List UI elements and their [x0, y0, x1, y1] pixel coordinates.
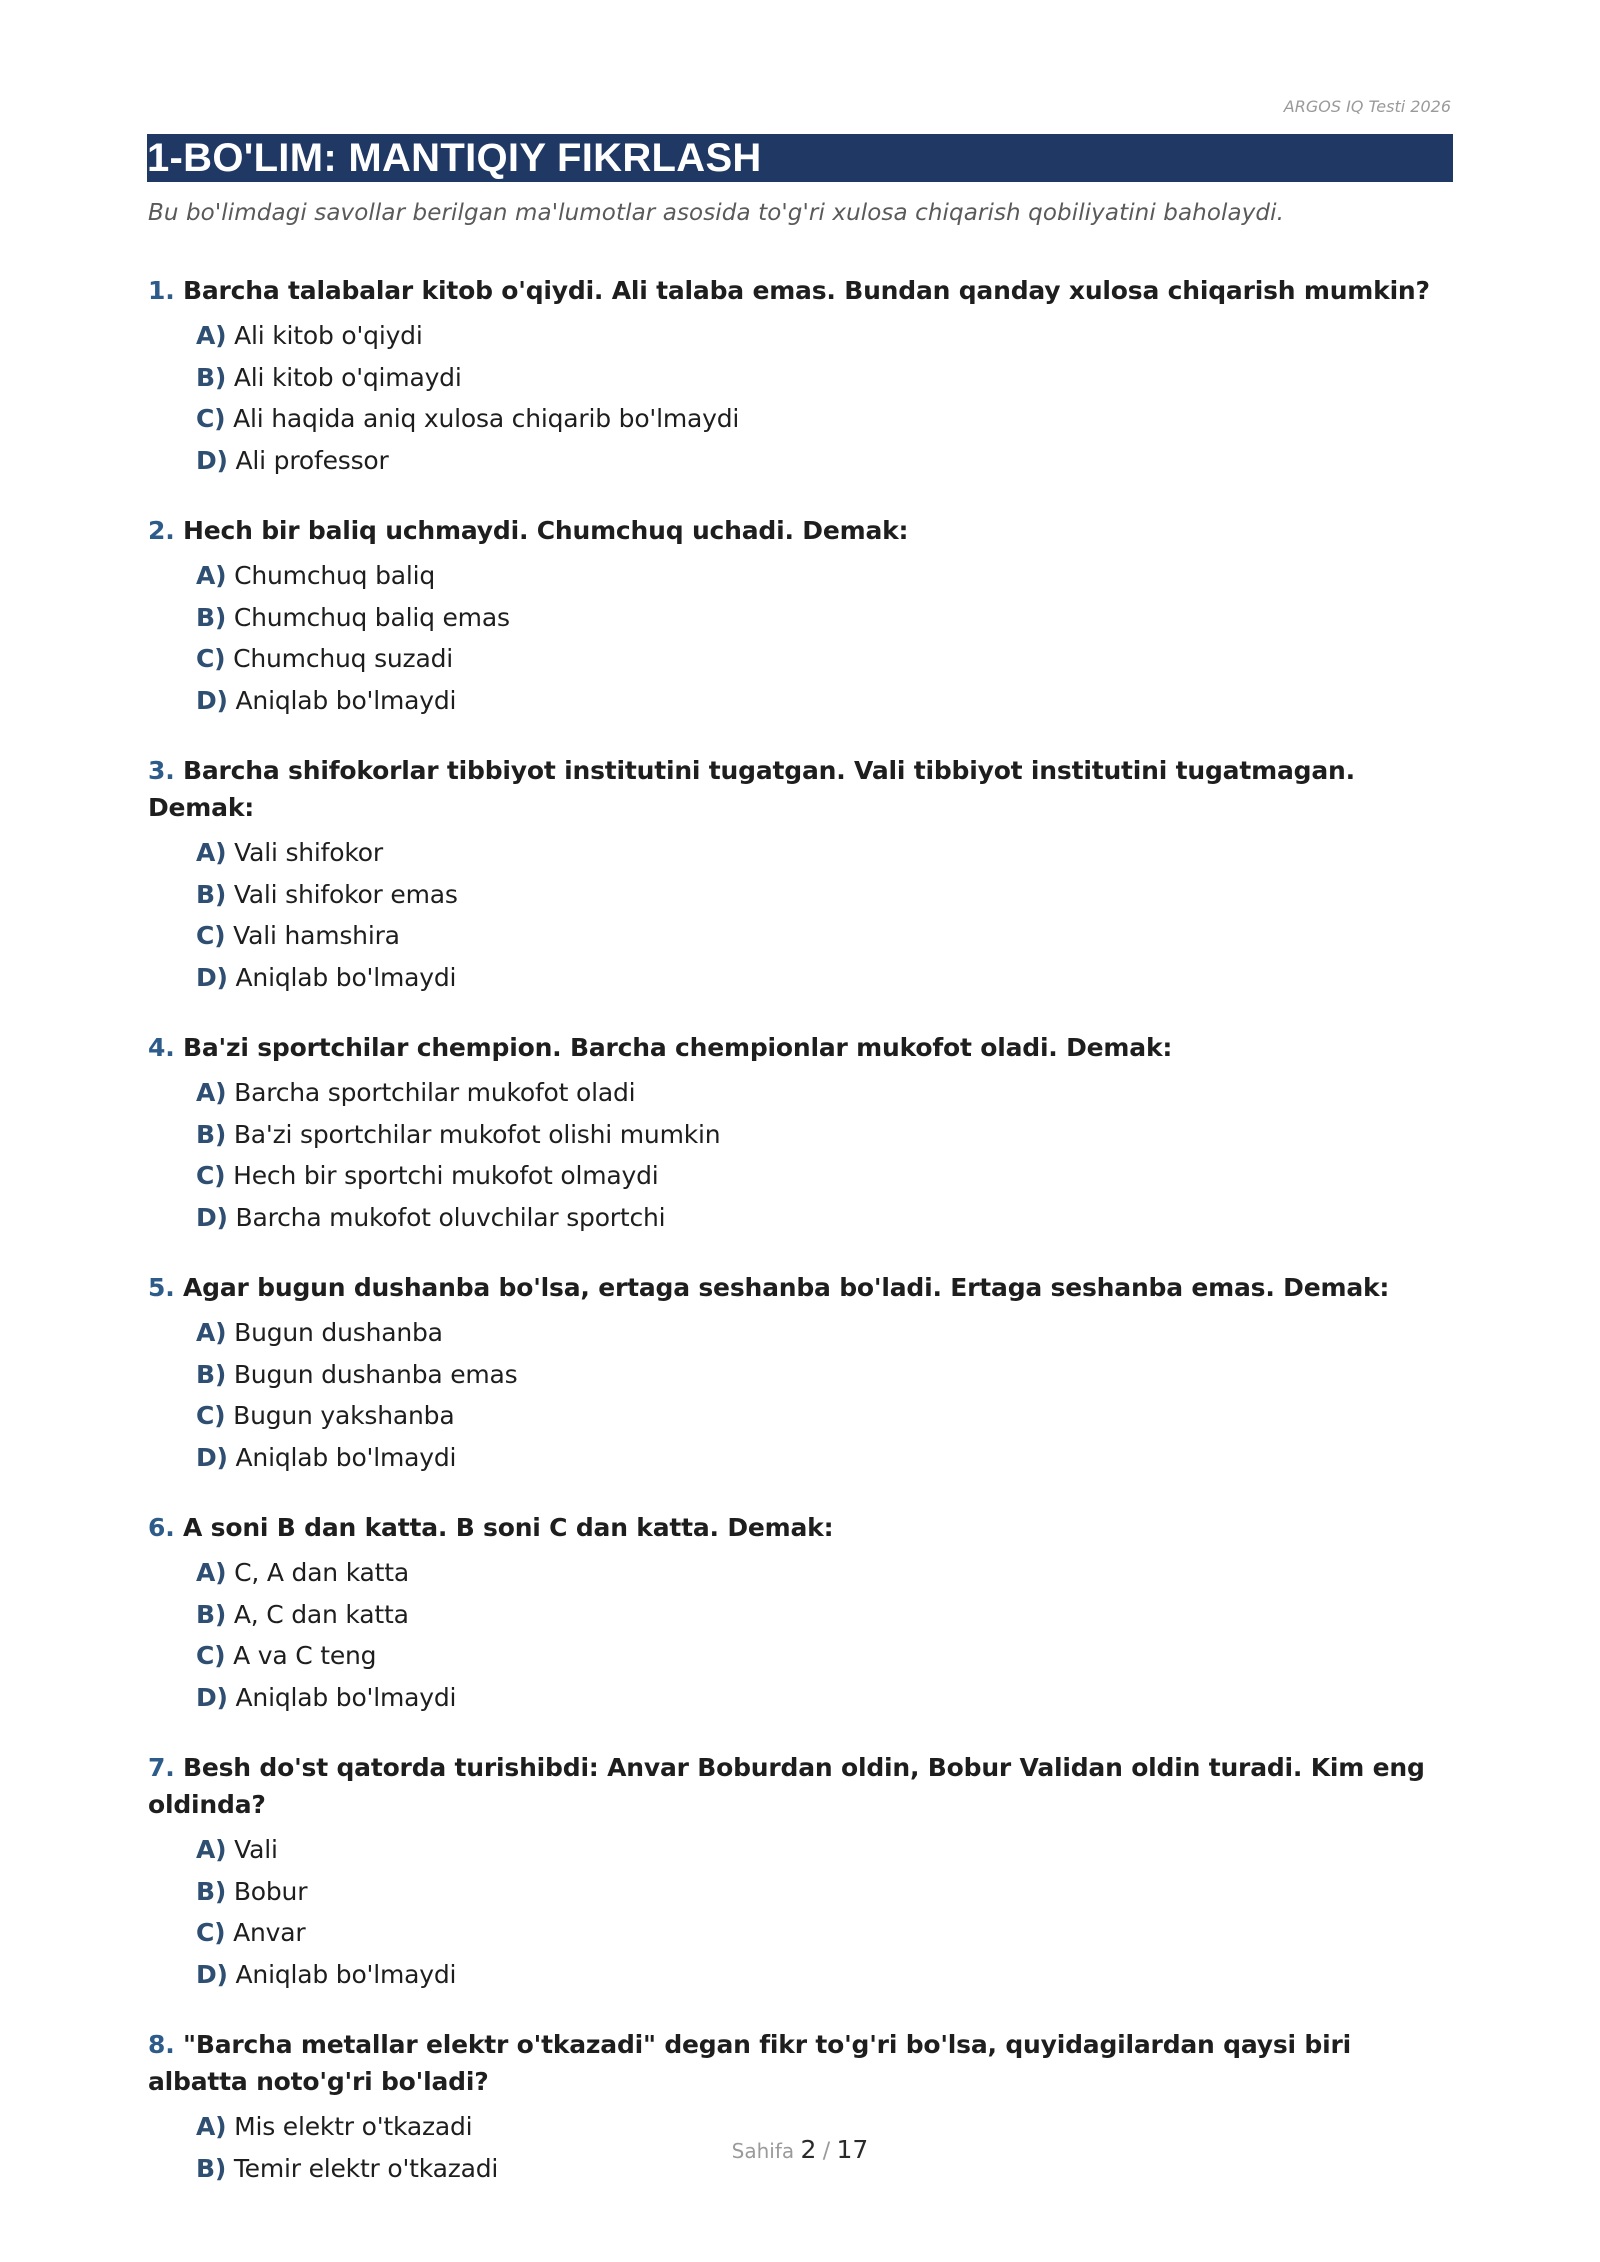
- answer-option: [196, 1395, 1458, 1437]
- answer-options: [148, 1552, 1458, 1718]
- option-text: Bugun dushanba: [234, 1318, 443, 1347]
- answer-option: [196, 1354, 1458, 1396]
- answer-option: [196, 680, 1458, 722]
- question-text: [148, 1509, 1458, 1546]
- option-text: Ali haqida aniq xulosa chiqarib bo'lmaydi: [233, 404, 740, 433]
- option-text: Barcha sportchilar mukofot oladi: [234, 1078, 636, 1107]
- option-letter: B): [196, 1119, 227, 1149]
- option-text: Vali: [234, 1835, 278, 1864]
- option-letter: C): [196, 921, 226, 950]
- answer-option: [196, 1072, 1458, 1114]
- answer-option: [196, 1312, 1458, 1354]
- question-body: Besh do'st qatorda turishibdi: Anvar Boburdan oldin, Bobur Validan oldin turadi. Kim eng oldinda?: [148, 1753, 1425, 1819]
- answer-options: [148, 1312, 1458, 1478]
- option-text: Ali kitob o'qimaydi: [233, 362, 462, 392]
- option-text: Aniqlab bo'lmaydi: [235, 1959, 457, 1989]
- question-list: [148, 272, 1458, 2220]
- option-letter: D): [196, 1682, 228, 1712]
- answer-option: [196, 1114, 1458, 1156]
- answer-option: [196, 398, 1458, 440]
- option-letter: B): [196, 2153, 227, 2183]
- answer-option: [196, 832, 1458, 874]
- question-body: Barcha shifokorlar tibbiyot institutini tugatgan. Vali tibbiyot institutini tugatmagan. Demak:: [148, 756, 1355, 822]
- answer-option: [196, 1677, 1458, 1719]
- option-text: Aniqlab bo'lmaydi: [235, 1682, 457, 1712]
- question-text: [148, 1749, 1458, 1823]
- question-body: Barcha talabalar kitob o'qiydi. Ali talaba emas. Bundan qanday xulosa chiqarish mumkin?: [183, 276, 1430, 305]
- question-number: 3.: [148, 756, 175, 785]
- option-text: Aniqlab bo'lmaydi: [235, 685, 457, 715]
- question-body: A soni B dan katta. B soni C dan katta. Demak:: [183, 1513, 834, 1542]
- option-text: Barcha mukofot oluvchilar sportchi: [235, 1202, 666, 1232]
- option-text: Aniqlab bo'lmaydi: [235, 1442, 457, 1472]
- option-letter: C): [196, 404, 226, 433]
- page-separator: /: [822, 2139, 831, 2164]
- option-text: Temir elektr o'tkazadi: [233, 2153, 499, 2183]
- option-text: Hech bir sportchi mukofot olmaydi: [233, 1161, 659, 1190]
- question-item: [148, 512, 1458, 721]
- question-text: [148, 752, 1458, 826]
- question-number: 2.: [148, 516, 175, 545]
- option-letter: B): [196, 602, 227, 632]
- answer-option: [196, 638, 1458, 680]
- question-body: Agar bugun dushanba bo'lsa, ertaga seshanba bo'ladi. Ertaga seshanba emas. Demak:: [183, 1273, 1390, 1302]
- option-text: Anvar: [233, 1918, 306, 1947]
- question-item: [148, 1749, 1458, 1995]
- total-pages-number: 17: [836, 2135, 869, 2164]
- option-text: Mis elektr o'tkazadi: [234, 2112, 473, 2141]
- option-letter: D): [196, 685, 228, 715]
- question-number: 6.: [148, 1513, 175, 1542]
- option-letter: C): [196, 644, 226, 673]
- answer-option: [196, 1197, 1458, 1239]
- answer-option: [196, 1912, 1458, 1954]
- option-letter: C): [196, 1401, 226, 1430]
- option-text: Chumchuq suzadi: [233, 644, 454, 673]
- answer-options: [148, 1829, 1458, 1995]
- question-text: [148, 512, 1458, 549]
- option-letter: D): [196, 445, 228, 475]
- option-letter: C): [196, 1161, 226, 1190]
- option-letter: D): [196, 1202, 228, 1232]
- answer-option: [196, 555, 1458, 597]
- answer-option: [196, 915, 1458, 957]
- answer-options: [148, 315, 1458, 481]
- section-title: 1-BO'LIM: MANTIQIY FIKRLASH: [147, 136, 762, 180]
- option-text: Vali shifokor: [234, 838, 383, 867]
- answer-option: [196, 1954, 1458, 1996]
- option-text: Vali shifokor emas: [233, 879, 458, 909]
- option-letter: A): [196, 1078, 227, 1107]
- answer-option: [196, 874, 1458, 916]
- question-item: [148, 2026, 1458, 2189]
- question-text: [148, 1029, 1458, 1066]
- option-letter: C): [196, 1641, 226, 1670]
- question-item: [148, 752, 1458, 998]
- answer-options: [148, 1072, 1458, 1238]
- answer-option: [196, 1437, 1458, 1479]
- question-number: 4.: [148, 1033, 175, 1062]
- option-letter: A): [196, 1318, 227, 1347]
- option-letter: C): [196, 1918, 226, 1947]
- answer-options: [148, 832, 1458, 998]
- option-text: Ali professor: [235, 445, 389, 475]
- option-letter: B): [196, 1359, 227, 1389]
- question-text: [148, 2026, 1458, 2100]
- option-letter: B): [196, 1876, 227, 1906]
- option-text: Ali kitob o'qiydi: [234, 321, 423, 350]
- option-text: A, C dan katta: [233, 1599, 409, 1629]
- current-page-number: 2: [800, 2135, 817, 2164]
- option-text: Vali hamshira: [233, 921, 400, 950]
- option-letter: B): [196, 362, 227, 392]
- option-letter: A): [196, 2112, 227, 2141]
- option-letter: A): [196, 561, 227, 590]
- answer-option: [196, 1155, 1458, 1197]
- page-footer: [0, 2135, 1600, 2164]
- option-text: Bobur: [233, 1876, 308, 1906]
- answer-option: [196, 1871, 1458, 1913]
- option-text: Chumchuq baliq emas: [233, 602, 510, 632]
- option-text: Ba'zi sportchilar mukofot olishi mumkin: [233, 1119, 721, 1149]
- answer-option: [196, 440, 1458, 482]
- option-text: Chumchuq baliq: [234, 561, 436, 590]
- answer-option: [196, 1552, 1458, 1594]
- option-letter: A): [196, 1835, 227, 1864]
- document-header-title: ARGOS IQ Testi 2026: [1283, 97, 1451, 116]
- question-body: Hech bir baliq uchmaydi. Chumchuq uchadi. Demak:: [183, 516, 909, 545]
- option-text: Bugun dushanba emas: [233, 1359, 518, 1389]
- answer-option: [196, 1594, 1458, 1636]
- option-letter: D): [196, 1442, 228, 1472]
- answer-options: [148, 555, 1458, 721]
- answer-option: [196, 957, 1458, 999]
- option-text: Bugun yakshanba: [233, 1401, 455, 1430]
- option-letter: B): [196, 1599, 227, 1629]
- question-item: [148, 1029, 1458, 1238]
- question-text: [148, 1269, 1458, 1306]
- answer-option: [196, 1829, 1458, 1871]
- option-letter: A): [196, 1558, 227, 1587]
- section-description: Bu bo'limdagi savollar berilgan ma'lumotlar asosida to'g'ri xulosa chiqarish qobiliyatini baholaydi.: [148, 200, 1284, 226]
- answer-option: [196, 597, 1458, 639]
- question-item: [148, 272, 1458, 481]
- section-title-bar: [147, 134, 1453, 182]
- option-letter: D): [196, 962, 228, 992]
- answer-option: [196, 357, 1458, 399]
- question-item: [148, 1269, 1458, 1478]
- option-text: A va C teng: [233, 1641, 377, 1670]
- question-body: Ba'zi sportchilar chempion. Barcha chempionlar mukofot oladi. Demak:: [183, 1033, 1173, 1062]
- option-text: C, A dan katta: [234, 1558, 409, 1587]
- question-body: "Barcha metallar elektr o'tkazadi" degan fikr to'g'ri bo'lsa, quyidagilardan qaysi biri albatta noto'g'ri bo'ladi?: [148, 2030, 1351, 2096]
- answer-option: [196, 1635, 1458, 1677]
- option-letter: A): [196, 321, 227, 350]
- question-number: 1.: [148, 276, 175, 305]
- page-label: Sahifa: [731, 2139, 795, 2163]
- option-text: Aniqlab bo'lmaydi: [235, 962, 457, 992]
- option-letter: B): [196, 879, 227, 909]
- question-text: [148, 272, 1458, 309]
- question-number: 8.: [148, 2030, 175, 2059]
- question-number: 7.: [148, 1753, 175, 1782]
- answer-option: [196, 315, 1458, 357]
- option-letter: A): [196, 838, 227, 867]
- option-letter: D): [196, 1959, 228, 1989]
- question-number: 5.: [148, 1273, 175, 1302]
- question-item: [148, 1509, 1458, 1718]
